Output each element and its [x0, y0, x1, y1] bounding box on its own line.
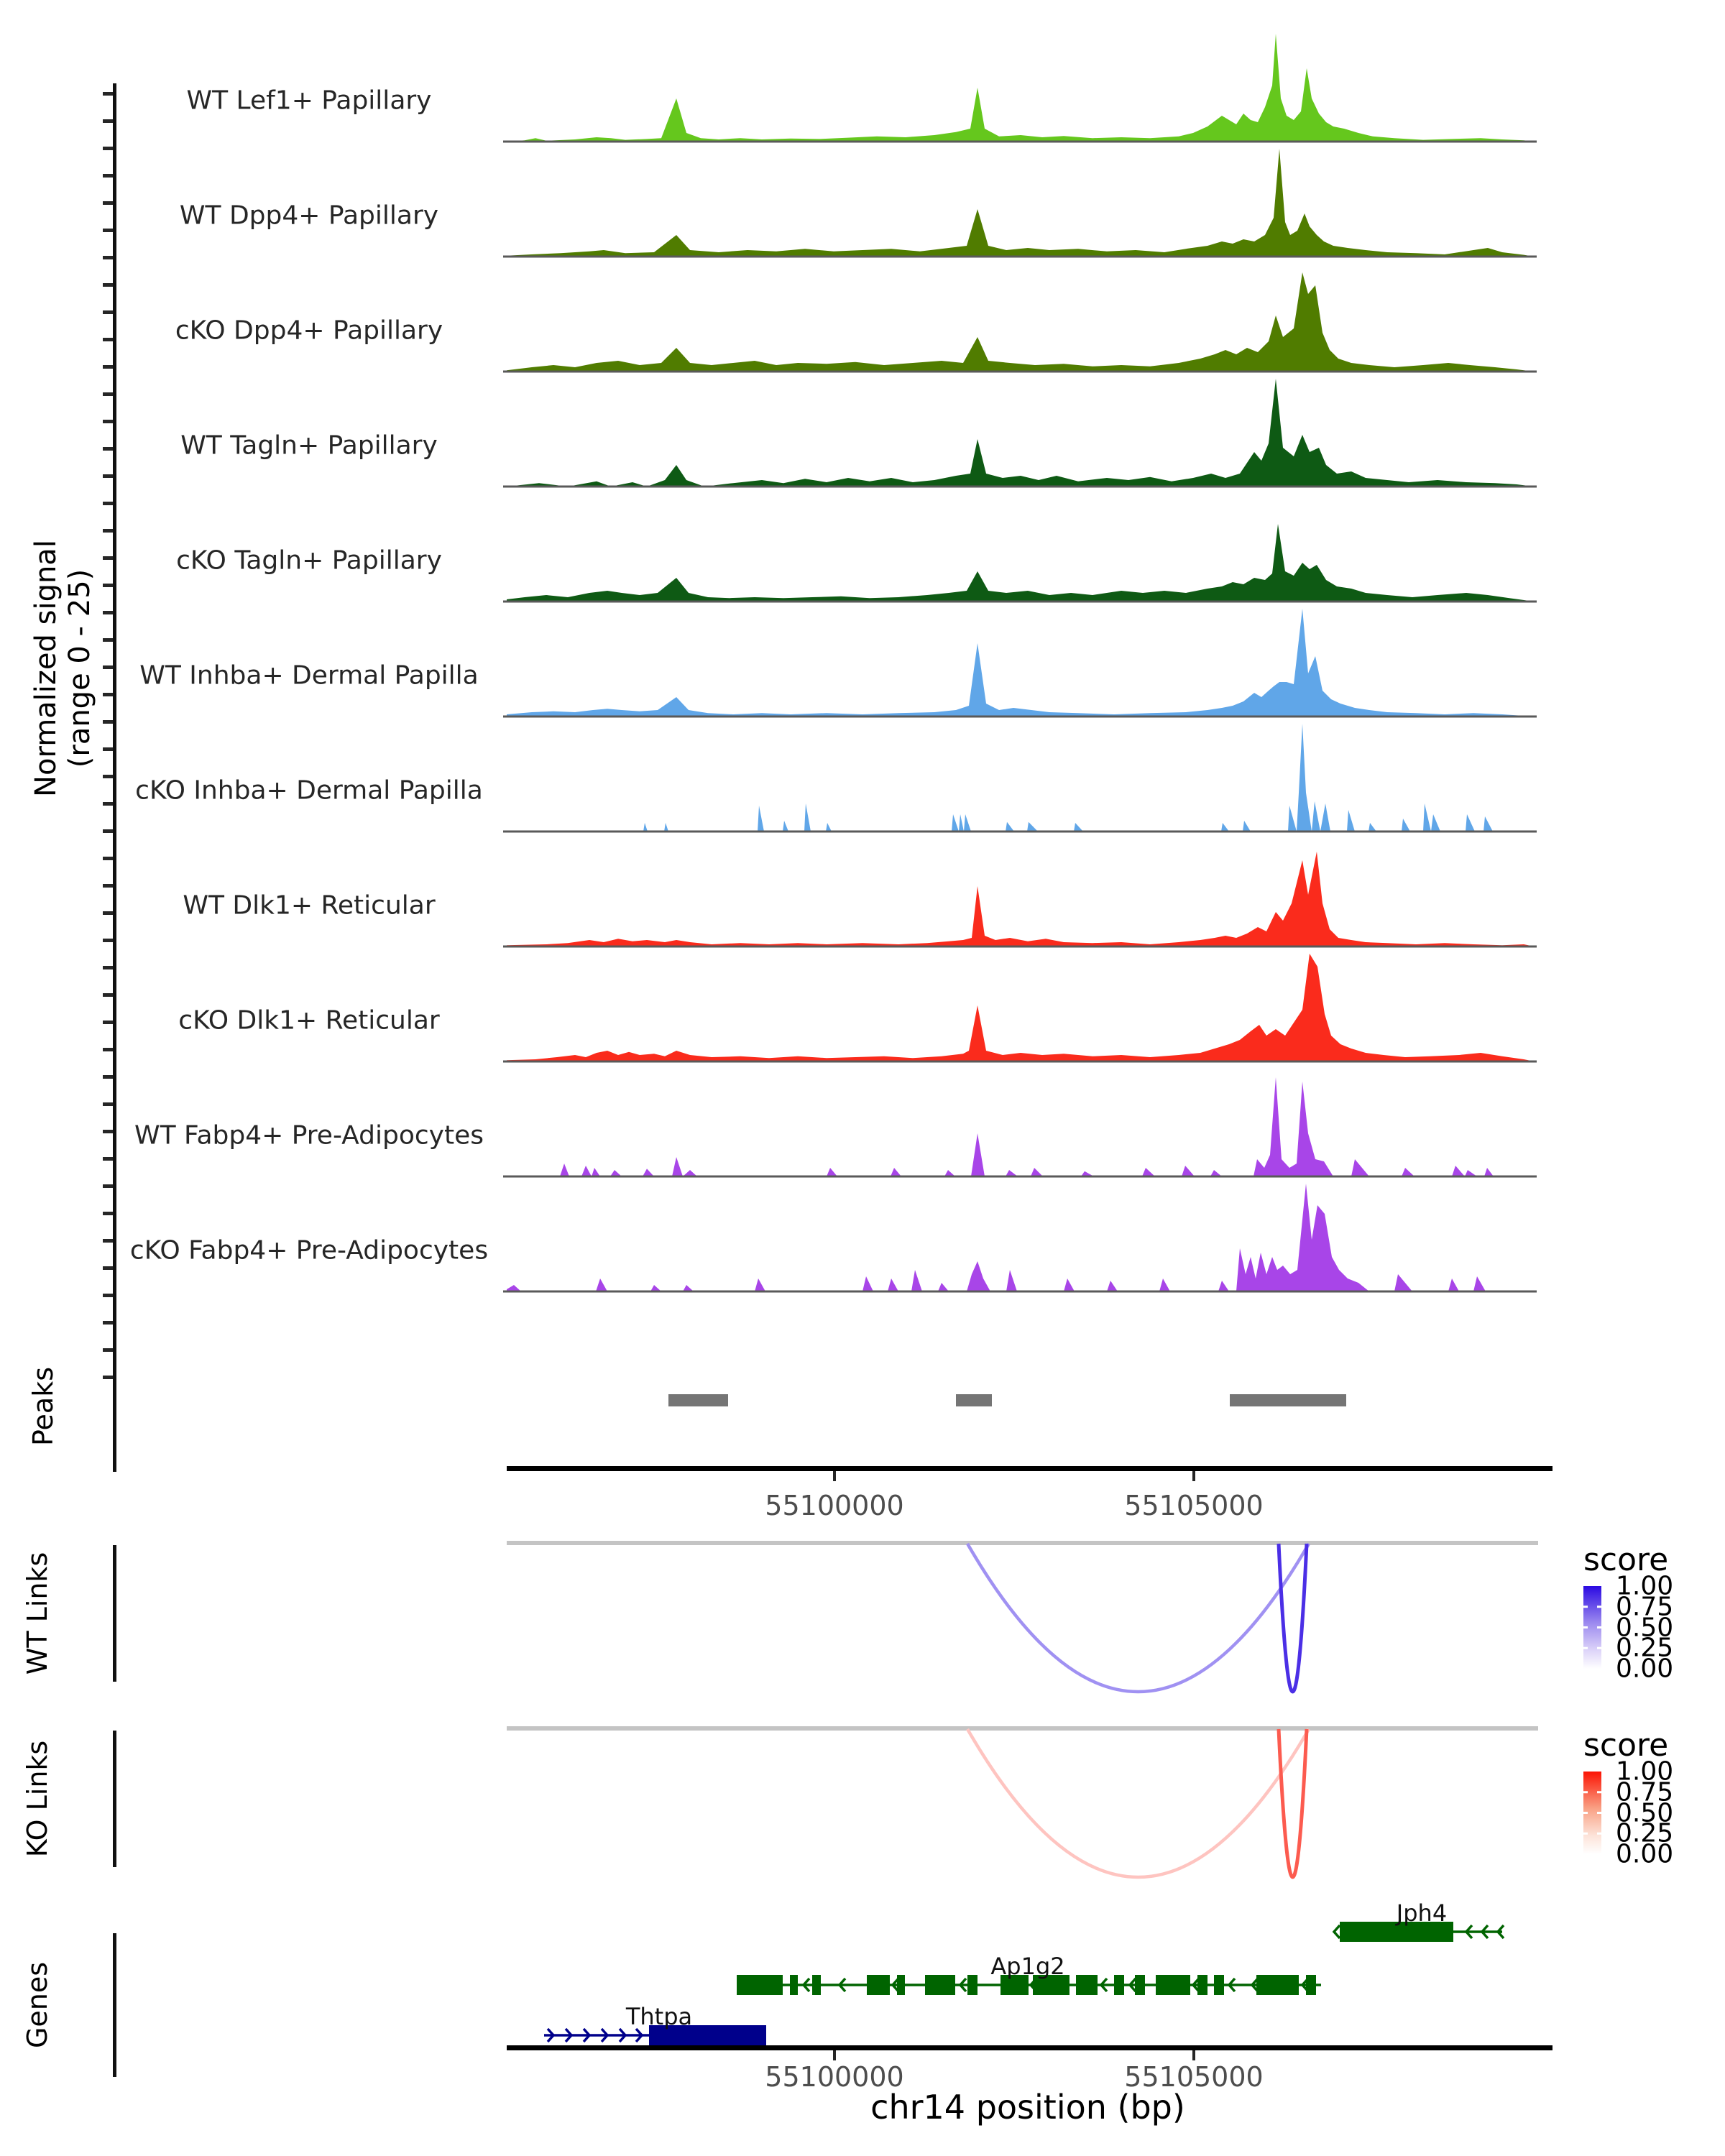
- gene-exon-Ap1g2: [1076, 1975, 1098, 1995]
- y-axis-tick: [103, 1321, 113, 1325]
- wt-legend-tick-label: 0.00: [1616, 1654, 1674, 1684]
- legend-bar-tick: [1583, 1833, 1588, 1835]
- gene-exon-Ap1g2: [967, 1975, 978, 1995]
- y-axis-tick: [103, 256, 113, 259]
- ko-link-arc: [967, 1729, 1309, 1877]
- ko-legend-tick-label: 1.00: [1616, 1756, 1674, 1787]
- y-axis-tick: [103, 911, 113, 915]
- section-label-genes: Genes: [22, 1961, 53, 2049]
- y-axis-tick: [103, 1348, 113, 1352]
- y-axis-tick: [103, 502, 113, 505]
- legend-bar-tick: [1583, 1647, 1588, 1649]
- peaks-axis: [507, 1466, 1552, 1471]
- track-label-3: WT Tagln+ Papillary: [180, 430, 438, 461]
- y-axis-tick: [103, 939, 113, 942]
- track-label-4: cKO Tagln+ Papillary: [176, 545, 442, 576]
- section-label-wt-links: WT Links: [22, 1552, 53, 1675]
- bottom-axis-tick: [833, 2050, 836, 2060]
- y-axis-tick: [103, 993, 113, 997]
- track-label-0: WT Lef1+ Papillary: [186, 86, 432, 116]
- y-axis-tick: [103, 720, 113, 724]
- wt-legend-tick-label: 0.25: [1616, 1633, 1674, 1663]
- wt-legend-tick-label: 1.00: [1616, 1571, 1674, 1601]
- gene-strand-chevron: [1334, 1925, 1340, 1938]
- wt-link-topline: [507, 1541, 1538, 1545]
- y-axis-tick: [103, 119, 113, 123]
- peak-interval: [668, 1394, 728, 1406]
- gene-name-Ap1g2: Ap1g2: [990, 1953, 1065, 1980]
- legend-bar-tick: [1597, 1812, 1601, 1814]
- y-axis-label-line2: (range 0 - 25): [63, 568, 96, 768]
- gene-exon-Ap1g2: [1114, 1975, 1124, 1995]
- signal-area-track-4: [507, 524, 1535, 602]
- signal-area-track-5: [507, 609, 1535, 717]
- bottom-axis-tick: [1192, 2050, 1195, 2060]
- track-label-8: cKO Dlk1+ Reticular: [178, 1005, 440, 1036]
- gene-exon-Ap1g2: [1306, 1975, 1316, 1995]
- gene-name-Thtpa: Thtpa: [625, 2003, 693, 2030]
- peak-interval: [956, 1394, 992, 1406]
- legend-bar-tick: [1597, 1791, 1601, 1793]
- signal-area-track-6: [507, 724, 1535, 831]
- y-axis-tick: [103, 420, 113, 423]
- y-axis-tick: [103, 802, 113, 806]
- y-axis-tick: [103, 1021, 113, 1024]
- signal-area-track-8: [507, 954, 1535, 1061]
- y-axis-tick: [103, 693, 113, 696]
- gene-exon-Ap1g2: [737, 1975, 783, 1995]
- y-axis-tick: [103, 556, 113, 560]
- ko-link-arc: [1279, 1729, 1307, 1877]
- y-axis-tick: [103, 447, 113, 451]
- peaks-axis-tick: [833, 1471, 836, 1481]
- track-label-10: cKO Fabp4+ Pre-Adipocytes: [129, 1235, 489, 1266]
- bottom-axis-tick-label: 55100000: [765, 2061, 904, 2093]
- track-label-1: WT Dpp4+ Papillary: [179, 201, 439, 231]
- signal-area-track-0: [507, 34, 1535, 142]
- y-axis-tick: [103, 338, 113, 341]
- genes-spine: [113, 1933, 116, 2077]
- y-axis-tick: [103, 201, 113, 205]
- gene-exon-Ap1g2: [897, 1975, 905, 1995]
- y-axis-tick: [103, 174, 113, 178]
- wt-links-legend-title: score: [1583, 1542, 1669, 1578]
- gene-exon-Ap1g2: [1156, 1975, 1190, 1995]
- y-axis-tick: [103, 638, 113, 642]
- gene-exon-Ap1g2: [1214, 1975, 1224, 1995]
- y-axis-tick: [103, 775, 113, 778]
- gene-exon-Ap1g2: [1135, 1975, 1145, 1995]
- gene-exon-Ap1g2: [925, 1975, 955, 1995]
- y-axis-tick: [103, 857, 113, 860]
- legend-bar-tick: [1583, 1606, 1588, 1608]
- wt-legend-tick-label: 0.75: [1616, 1592, 1674, 1622]
- ko-link-topline: [507, 1726, 1538, 1731]
- y-axis-tick: [103, 365, 113, 369]
- legend-bar-tick: [1597, 1833, 1601, 1835]
- signal-area-track-7: [507, 852, 1535, 946]
- track-label-6: cKO Inhba+ Dermal Papilla: [135, 775, 483, 806]
- y-axis-tick: [103, 1075, 113, 1079]
- y-axis-tick: [103, 1266, 113, 1270]
- y-axis-tick: [103, 1184, 113, 1188]
- y-axis-tick: [103, 229, 113, 232]
- y-axis-tick: [103, 474, 113, 478]
- gene-exon-Ap1g2: [1256, 1975, 1299, 1995]
- track-label-7: WT Dlk1+ Reticular: [183, 890, 436, 921]
- y-axis-tick: [103, 147, 113, 150]
- y-axis-tick: [103, 966, 113, 969]
- y-axis-label: [29, 540, 97, 797]
- y-axis-tick: [103, 392, 113, 396]
- wt-legend-tick-label: 0.50: [1616, 1613, 1674, 1642]
- ko-legend-tick-label: 0.00: [1616, 1839, 1674, 1869]
- signal-area-track-1: [507, 149, 1535, 257]
- y-axis-tick: [103, 884, 113, 888]
- gene-exon-Ap1g2: [812, 1975, 821, 1995]
- ko-legend-tick-label: 0.50: [1616, 1798, 1674, 1828]
- y-axis-tick: [103, 1239, 113, 1243]
- legend-bar-tick: [1597, 1647, 1601, 1649]
- x-axis-title: chr14 position (bp): [870, 2088, 1185, 2127]
- wt-link-arc: [1279, 1544, 1307, 1692]
- ko-links-spine: [113, 1731, 116, 1867]
- legend-bar-tick: [1597, 1606, 1601, 1608]
- track-label-2: cKO Dpp4+ Papillary: [175, 315, 443, 346]
- y-axis-tick: [103, 611, 113, 614]
- wt-link-arc: [967, 1544, 1309, 1692]
- y-axis-tick: [103, 584, 113, 587]
- y-axis-tick: [103, 1376, 113, 1379]
- gene-name-Jph4: Jph4: [1396, 1899, 1448, 1927]
- y-axis-tick: [103, 829, 113, 833]
- legend-bar-tick: [1583, 1791, 1588, 1793]
- legend-bar-tick: [1583, 1626, 1588, 1628]
- y-axis-tick: [103, 1212, 113, 1215]
- y-axis-tick: [103, 92, 113, 96]
- signal-area-track-9: [507, 1077, 1535, 1176]
- ko-legend-tick-label: 0.25: [1616, 1818, 1674, 1848]
- signal-area-track-2: [507, 272, 1535, 372]
- gene-exon-Ap1g2: [790, 1975, 798, 1995]
- peaks-axis-tick-label: 55105000: [1124, 1490, 1264, 1521]
- y-axis-tick: [103, 283, 113, 287]
- section-label-peaks: Peaks: [27, 1366, 59, 1447]
- legend-bar-tick: [1583, 1812, 1588, 1814]
- peaks-axis-tick-label: 55100000: [765, 1490, 904, 1521]
- section-label-ko-links: KO Links: [22, 1740, 53, 1858]
- ko-links-legend-title: score: [1583, 1727, 1669, 1764]
- track-label-9: WT Fabp4+ Pre-Adipocytes: [134, 1120, 484, 1151]
- peaks-axis-tick: [1192, 1471, 1195, 1481]
- wt-links-spine: [113, 1545, 116, 1682]
- gene-exon-Ap1g2: [1197, 1975, 1208, 1995]
- peaks-spine: [113, 1342, 116, 1472]
- track-label-5: WT Inhba+ Dermal Papilla: [139, 660, 479, 691]
- gene-exon-Ap1g2: [867, 1975, 890, 1995]
- signal-area-track-3: [507, 379, 1535, 487]
- peak-interval: [1230, 1394, 1346, 1406]
- y-axis-tick: [103, 1130, 113, 1133]
- bottom-axis: [507, 2045, 1552, 2050]
- bottom-axis-tick-label: 55105000: [1124, 2061, 1264, 2093]
- legend-bar-tick: [1597, 1626, 1601, 1628]
- y-axis-tick: [103, 310, 113, 314]
- y-axis-spine: [113, 83, 116, 1397]
- y-axis-tick: [103, 529, 113, 533]
- signal-area-track-10: [507, 1184, 1535, 1291]
- y-axis-tick: [103, 747, 113, 751]
- y-axis-tick: [103, 1294, 113, 1297]
- y-axis-tick: [103, 1048, 113, 1051]
- y-axis-tick: [103, 665, 113, 669]
- y-axis-tick: [103, 1157, 113, 1161]
- y-axis-tick: [103, 1102, 113, 1106]
- y-axis-label-line1: Normalized signal: [29, 540, 63, 797]
- ko-legend-tick-label: 0.75: [1616, 1777, 1674, 1807]
